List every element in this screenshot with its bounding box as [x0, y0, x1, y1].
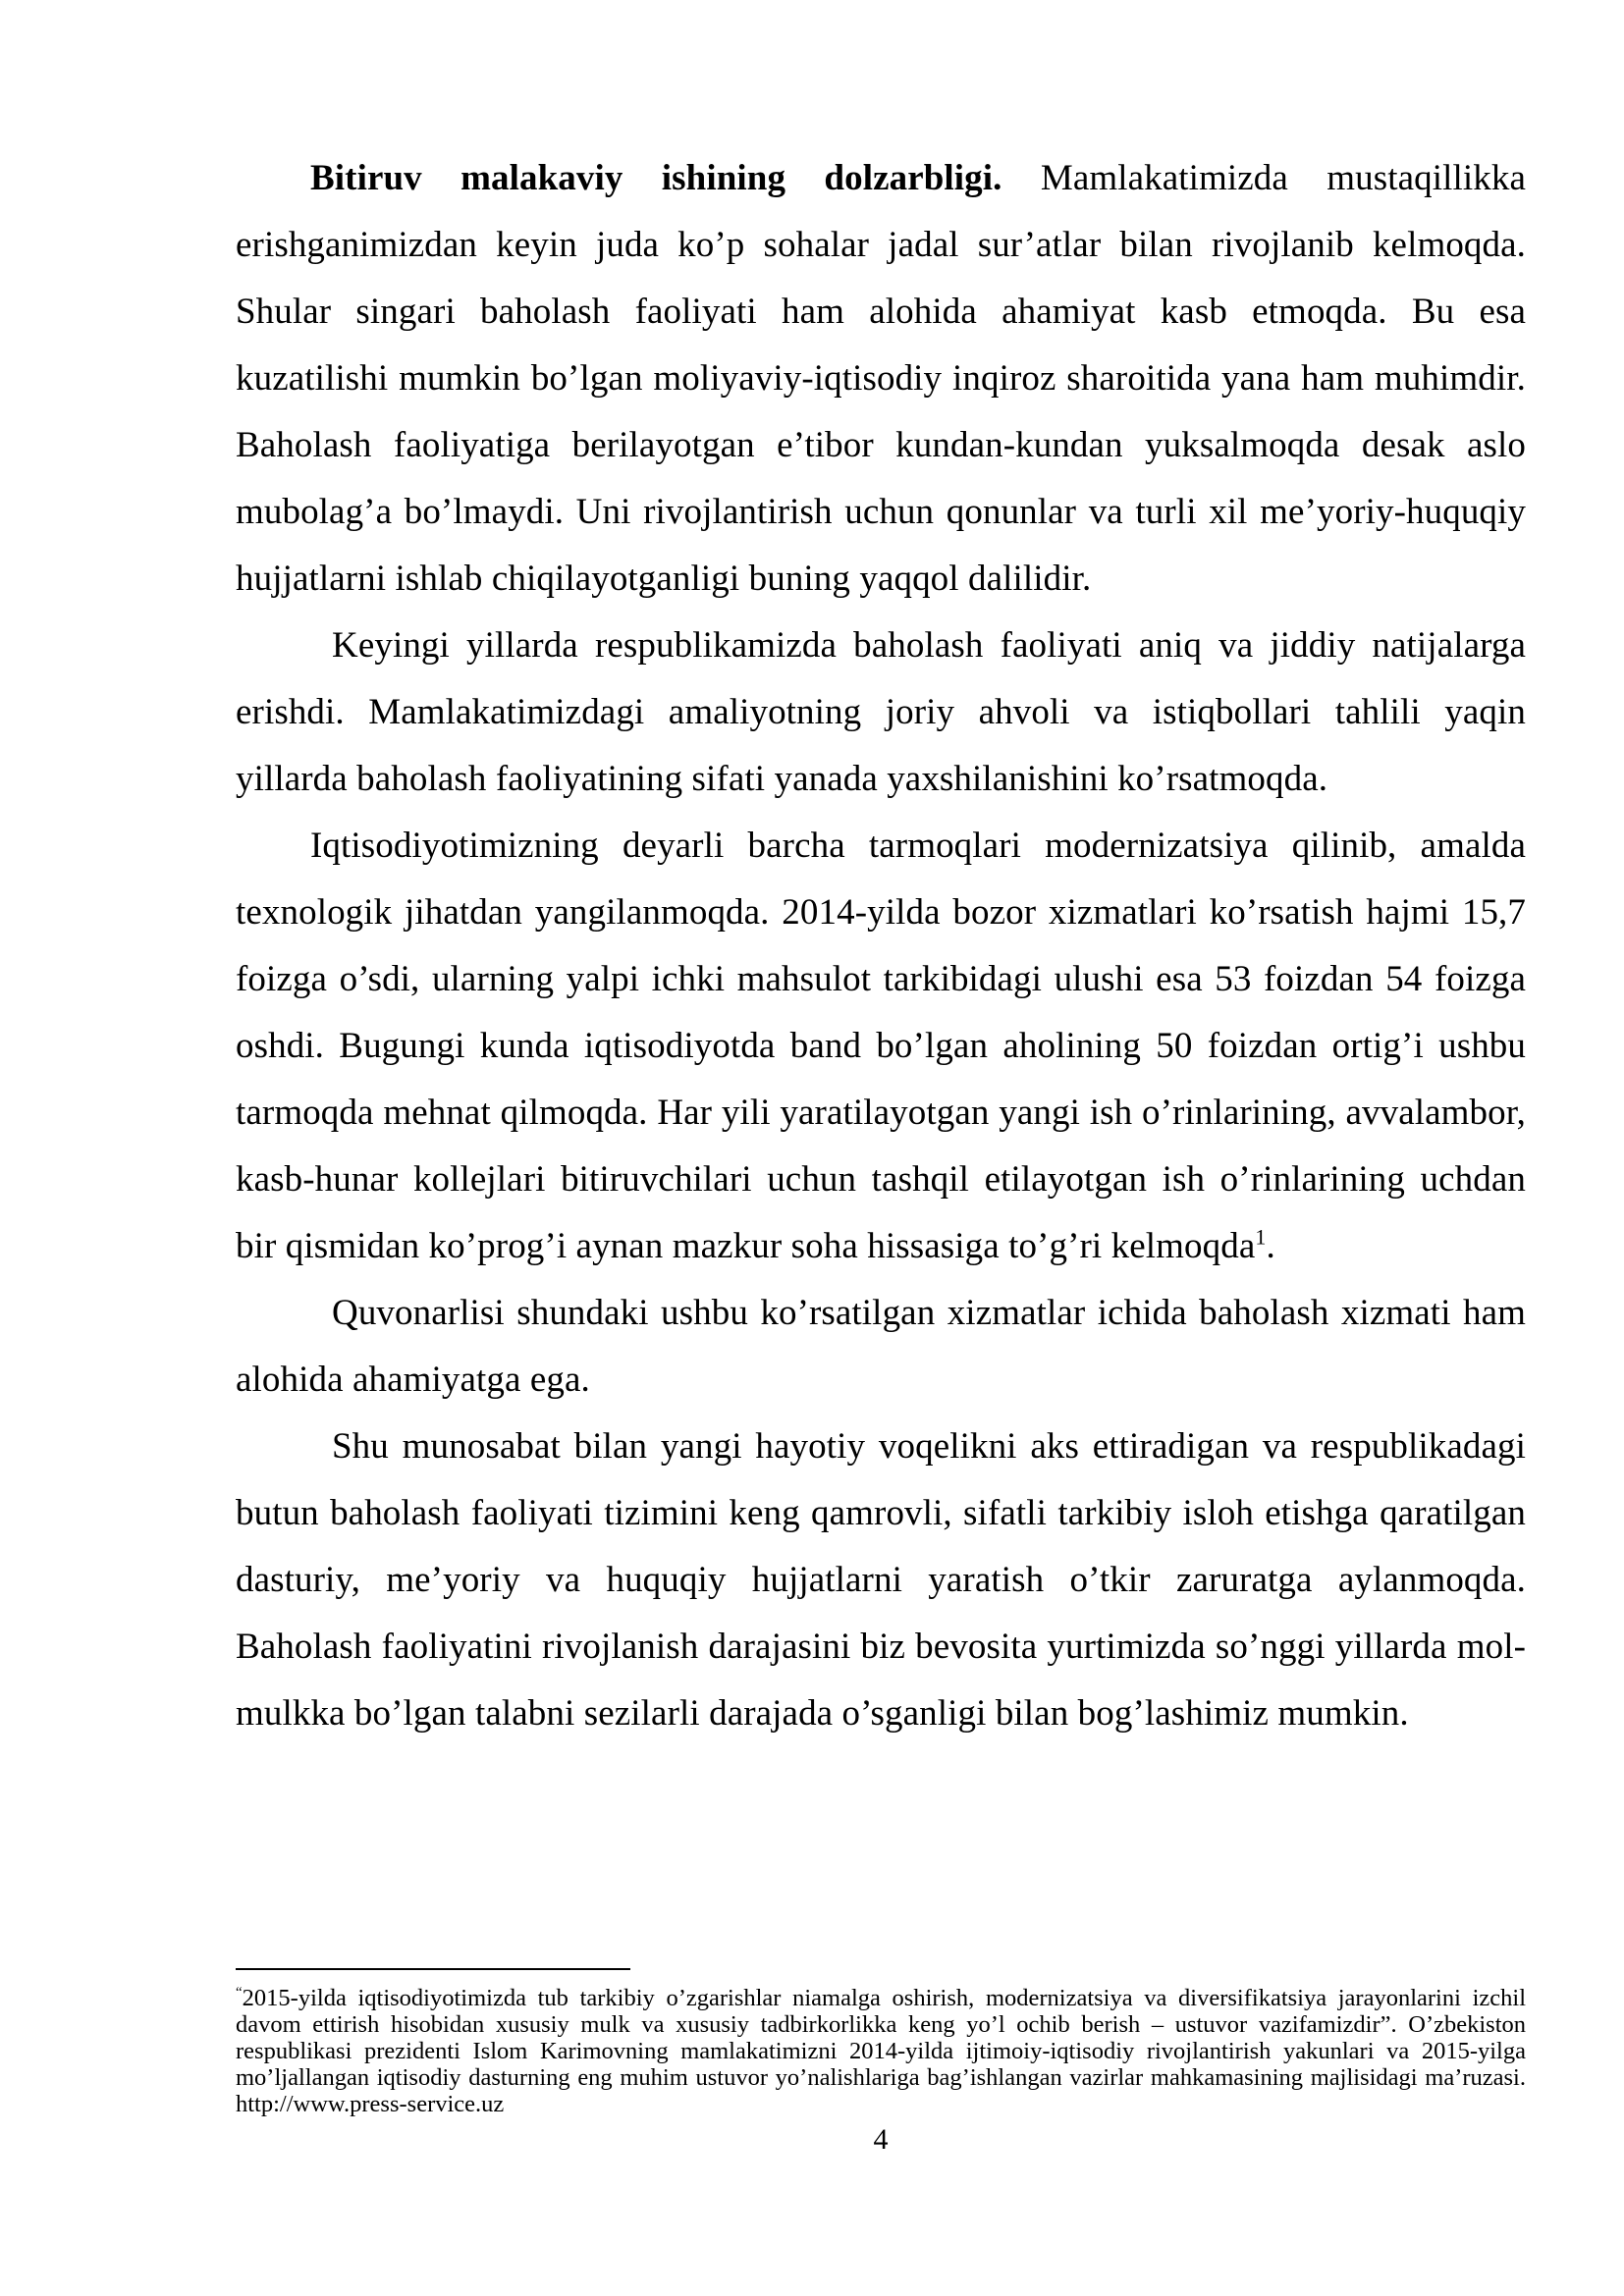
paragraph-text: Iqtisodiyotimizning deyarli barcha tarmoqlari modernizatsiya qilinib, amalda texnologik jihatdan yangilanmoqda. 2014-yilda bozor xizmatlari ko’rsatish hajmi 15,7 foizga o’sdi, ularning yalpi ichki mahsulot tarkibidagi ulushi esa 53 foizdan 54 foizga oshdi. Bugungi kunda iqtisodiyotda band bo’lgan aholining 50 foizdan ortig’i ushbu tarmoqda mehnat qilmoqda. Har yili yaratilayotgan yangi ish o’rinlarining, avvalambor, kasb-hunar kollejlari bitiruvchilari uchun tashqil etilayotgan ish o’rinlarining uchdan bir qismidan ko’prog’i aynan mazkur soha hissasiga to’g’ri kelmoqda [236, 826, 1526, 1266]
paragraph-tail: . [1266, 1226, 1275, 1266]
footnote-divider [236, 1968, 630, 1970]
footnote-reference[interactable]: 1 [1255, 1224, 1267, 1250]
paragraph-services [236, 1280, 1526, 1414]
footnote-mark: “ [236, 1984, 243, 2001]
paragraph-text: Quvonarlisi shundaki ushbu ko’rsatilgan xizmatlar ichida baholash xizmati ham alohida ahamiyatga ega. [236, 1293, 1526, 1400]
paragraph-relevance [236, 145, 1526, 613]
paragraph-results [236, 613, 1526, 813]
footnote [236, 1985, 1526, 2117]
main-text [236, 145, 1526, 1747]
paragraph-text: Mamlakatimizda mustaqillikka erishganimizdan keyin juda ko’p sohalar jadal sur’atlar bilan rivojlanib kelmoqda. Shular singari baholash faoliyati ham alohida ahamiyat kasb etmoqda. Bu esa kuzatilishi mumkin bo’lgan moliyaviy-iqtisodiy inqiroz sharoitida yana ham muhimdir. Baholash faoliyatiga berilayotgan e’tibor kundan-kundan yuksalmoqda desak aslo mubolag’a bo’lmaydi. Uni rivojlantirish uchun qonunlar va turli xil me’yoriy-huquqiy hujjatlarni ishlab chiqilayotganligi buning yaqqol dalilidir. [236, 158, 1526, 599]
paragraph-economy [236, 813, 1526, 1280]
paragraph-text: Shu munosabat bilan yangi hayotiy voqelikni aks ettiradigan va respublikadagi butun baholash faoliyati tizimini keng qamrovli, sifatli tarkibiy isloh etishga qaratilgan dasturiy, me’yoriy va huquqiy hujjatlarni yaratish o’tkir zaruratga aylanmoqda. Baholash faoliyatini rivojlanish darajasini biz bevosita yurtimizda so’nggi yillarda mol-mulkka bo’lgan talabni sezilarli darajada o’sganligi bilan bog’lashimiz mumkin. [236, 1426, 1526, 1734]
paragraph-reform [236, 1414, 1526, 1747]
page-number: 4 [873, 2123, 889, 2156]
paragraph-text: Keyingi yillarda respublikamizda baholash faoliyati aniq va jiddiy natijalarga erishdi. Mamlakatimizdagi amaliyotning joriy ahvoli va istiqbollari tahlili yaqin yillarda baholash faoliyatining sifati yanada yaxshilanishini ko’rsatmoqda. [236, 625, 1526, 799]
footnote-text: 2015-yilda iqtisodiyotimizda tub tarkibiy o’zgarishlar niamalga oshirish, modernizatsiya va diversifikatsiya jarayonlarini izchil davom ettirish hisobidan xususiy mulk va xususiy tadbirkorlikka keng yo’l ochib berish – ustuvor vazifamizdir”. O’zbekiston respublikasi prezidenti Islom Karimovning mamlakatimizni 2014-yilda ijtimoiy-iqtisodiy rivojlantirish yakunlari va 2015-yilga mo’ljallangan iqtisodiy dasturning eng muhim ustuvor yo’nalishlariga bag’ishlangan vazirlar mahkamasining majlisidagi ma’ruzasi. http://www.press-service.uz [236, 1985, 1526, 2117]
section-lead-heading: Bitiruv malakaviy ishining dolzarbligi. [310, 158, 1002, 198]
